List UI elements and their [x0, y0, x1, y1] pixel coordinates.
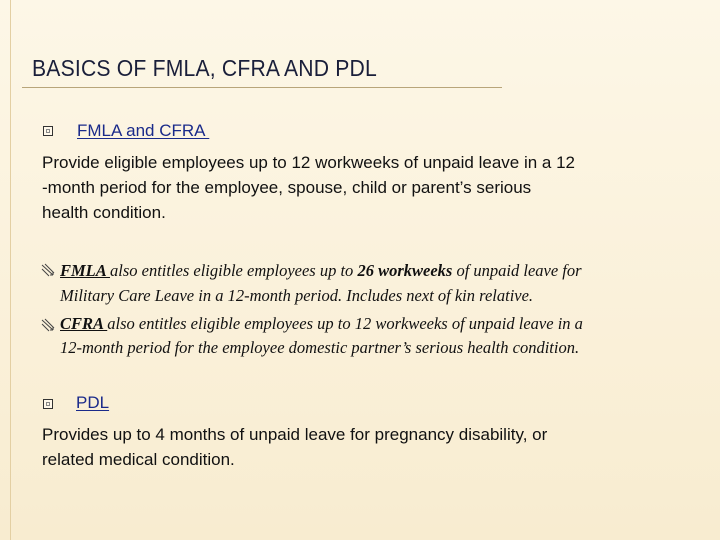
fmla-item-line-2: Military Care Leave in a 12-month period. Includes next of kin relative. — [60, 286, 534, 305]
section-paragraph-line: related medical condition. — [42, 450, 235, 469]
fmla-item-line-1 — [60, 259, 582, 282]
section-paragraph-line: health condition. — [42, 203, 166, 222]
section-heading-pdl: PDL — [76, 393, 110, 412]
cfra-item-line-2: 12-month period for the employee domestic partner’s serious health condition. — [60, 338, 580, 357]
cfra-term: CFRA — [60, 314, 108, 333]
section-paragraph-line: Provide eligible employees up to 12 workweeks of unpaid leave in a 12 — [42, 153, 575, 172]
fmla-emphasis: 26 workweeks — [357, 261, 453, 280]
square-bullet-icon — [43, 126, 53, 136]
fmla-text: also entitles eligible employees up to — [109, 261, 358, 280]
fmla-text: of unpaid leave for — [452, 261, 582, 280]
section-paragraph-line: Provides up to 4 months of unpaid leave for pregnancy disability, or — [42, 425, 548, 444]
square-bullet-icon — [43, 399, 53, 409]
section-paragraph-line: -month period for the employee, spouse, child or parent’s serious — [42, 178, 532, 197]
fmla-term: FMLA — [60, 261, 110, 280]
cfra-text: also entitles eligible employees up to 12 workweeks of unpaid leave in a — [107, 314, 583, 333]
arrow-bullet-icon — [41, 318, 55, 332]
arrow-bullet-icon — [41, 263, 55, 277]
title-underline-rule — [22, 87, 502, 88]
section-heading-fmla-cfra: FMLA and CFRA — [77, 121, 210, 140]
cfra-item-line-1 — [60, 312, 583, 335]
slide-title: BASICS OF FMLA, CFRA AND PDL — [32, 55, 377, 81]
slide-border-line — [10, 0, 11, 540]
